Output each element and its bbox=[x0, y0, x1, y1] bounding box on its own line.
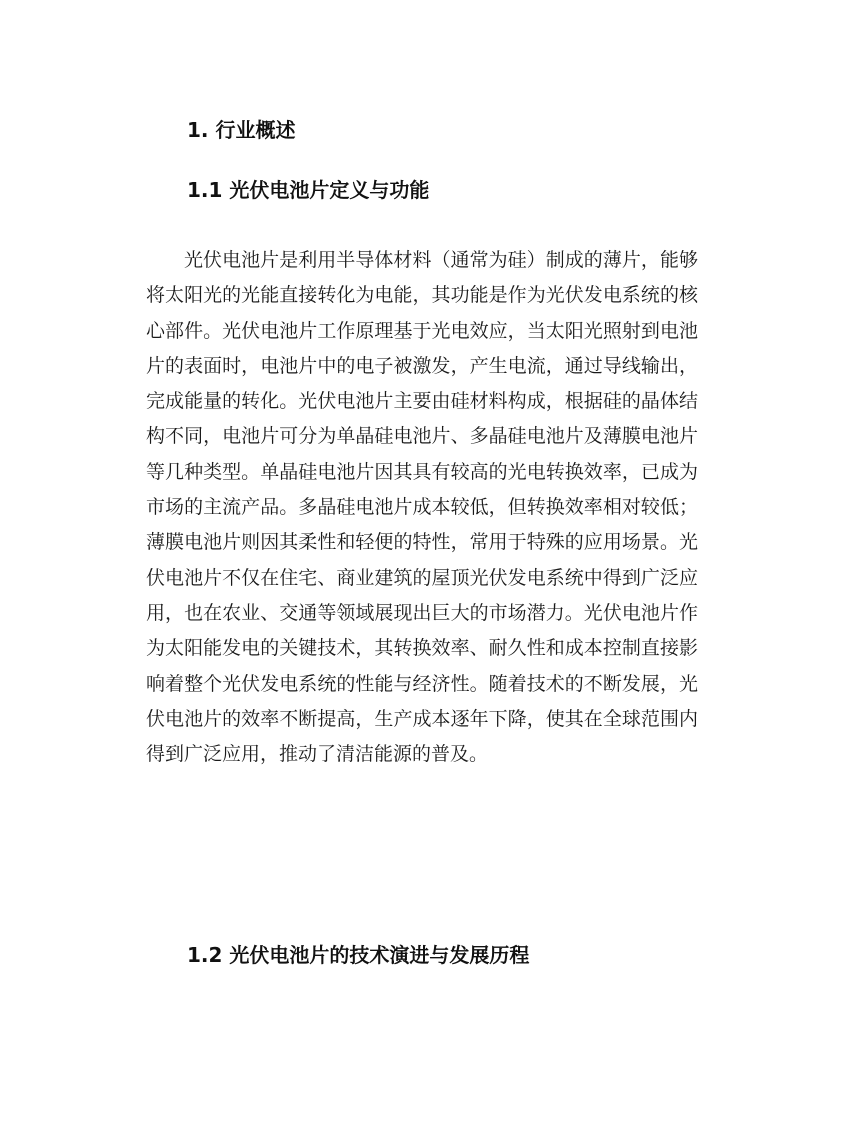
subsection-heading-tech-evolution: 1.2 光伏电池片的技术演进与发展历程 bbox=[187, 943, 530, 967]
subsection-heading-definition: 1.1 光伏电池片定义与功能 bbox=[187, 178, 430, 202]
section-heading-industry-overview: 1. 行业概述 bbox=[187, 118, 296, 142]
body-paragraph: 光伏电池片是利用半导体材料（通常为硅）制成的薄片，能够将太阳光的光能直接转化为电能，其功能是作为光伏发电系统的核心部件。光伏电池片工作原理基于光电效应，当太阳光照射到电池片的表面时，电池片中的电子被激发，产生电流，通过导线输出，完成能量的转化。光伏电池片主要由硅材料构成，根据硅的晶体结构不同，电池片可分为单晶硅电池片、多晶硅电池片及薄膜电池片等几种类型。单晶硅电池片因其具有较高的光电转换效率，已成为市场的主流产品。多晶硅电池片成本较低，但转换效率相对较低；薄膜电池片则因其柔性和轻便的特性，常用于特殊的应用场景。光伏电池片不仅在住宅、商业建筑的屋顶光伏发电系统中得到广泛应用，也在农业、交通等领域展现出巨大的市场潜力。光伏电池片作为太阳能发电的关键技术，其转换效率、耐久性和成本控制直接影响着整个光伏发电系统的性能与经济性。随着技术的不断发展，光伏电池片的效率不断提高，生产成本逐年下降，使其在全球范围内得到广泛应用，推动了清洁能源的普及。 bbox=[146, 249, 698, 766]
